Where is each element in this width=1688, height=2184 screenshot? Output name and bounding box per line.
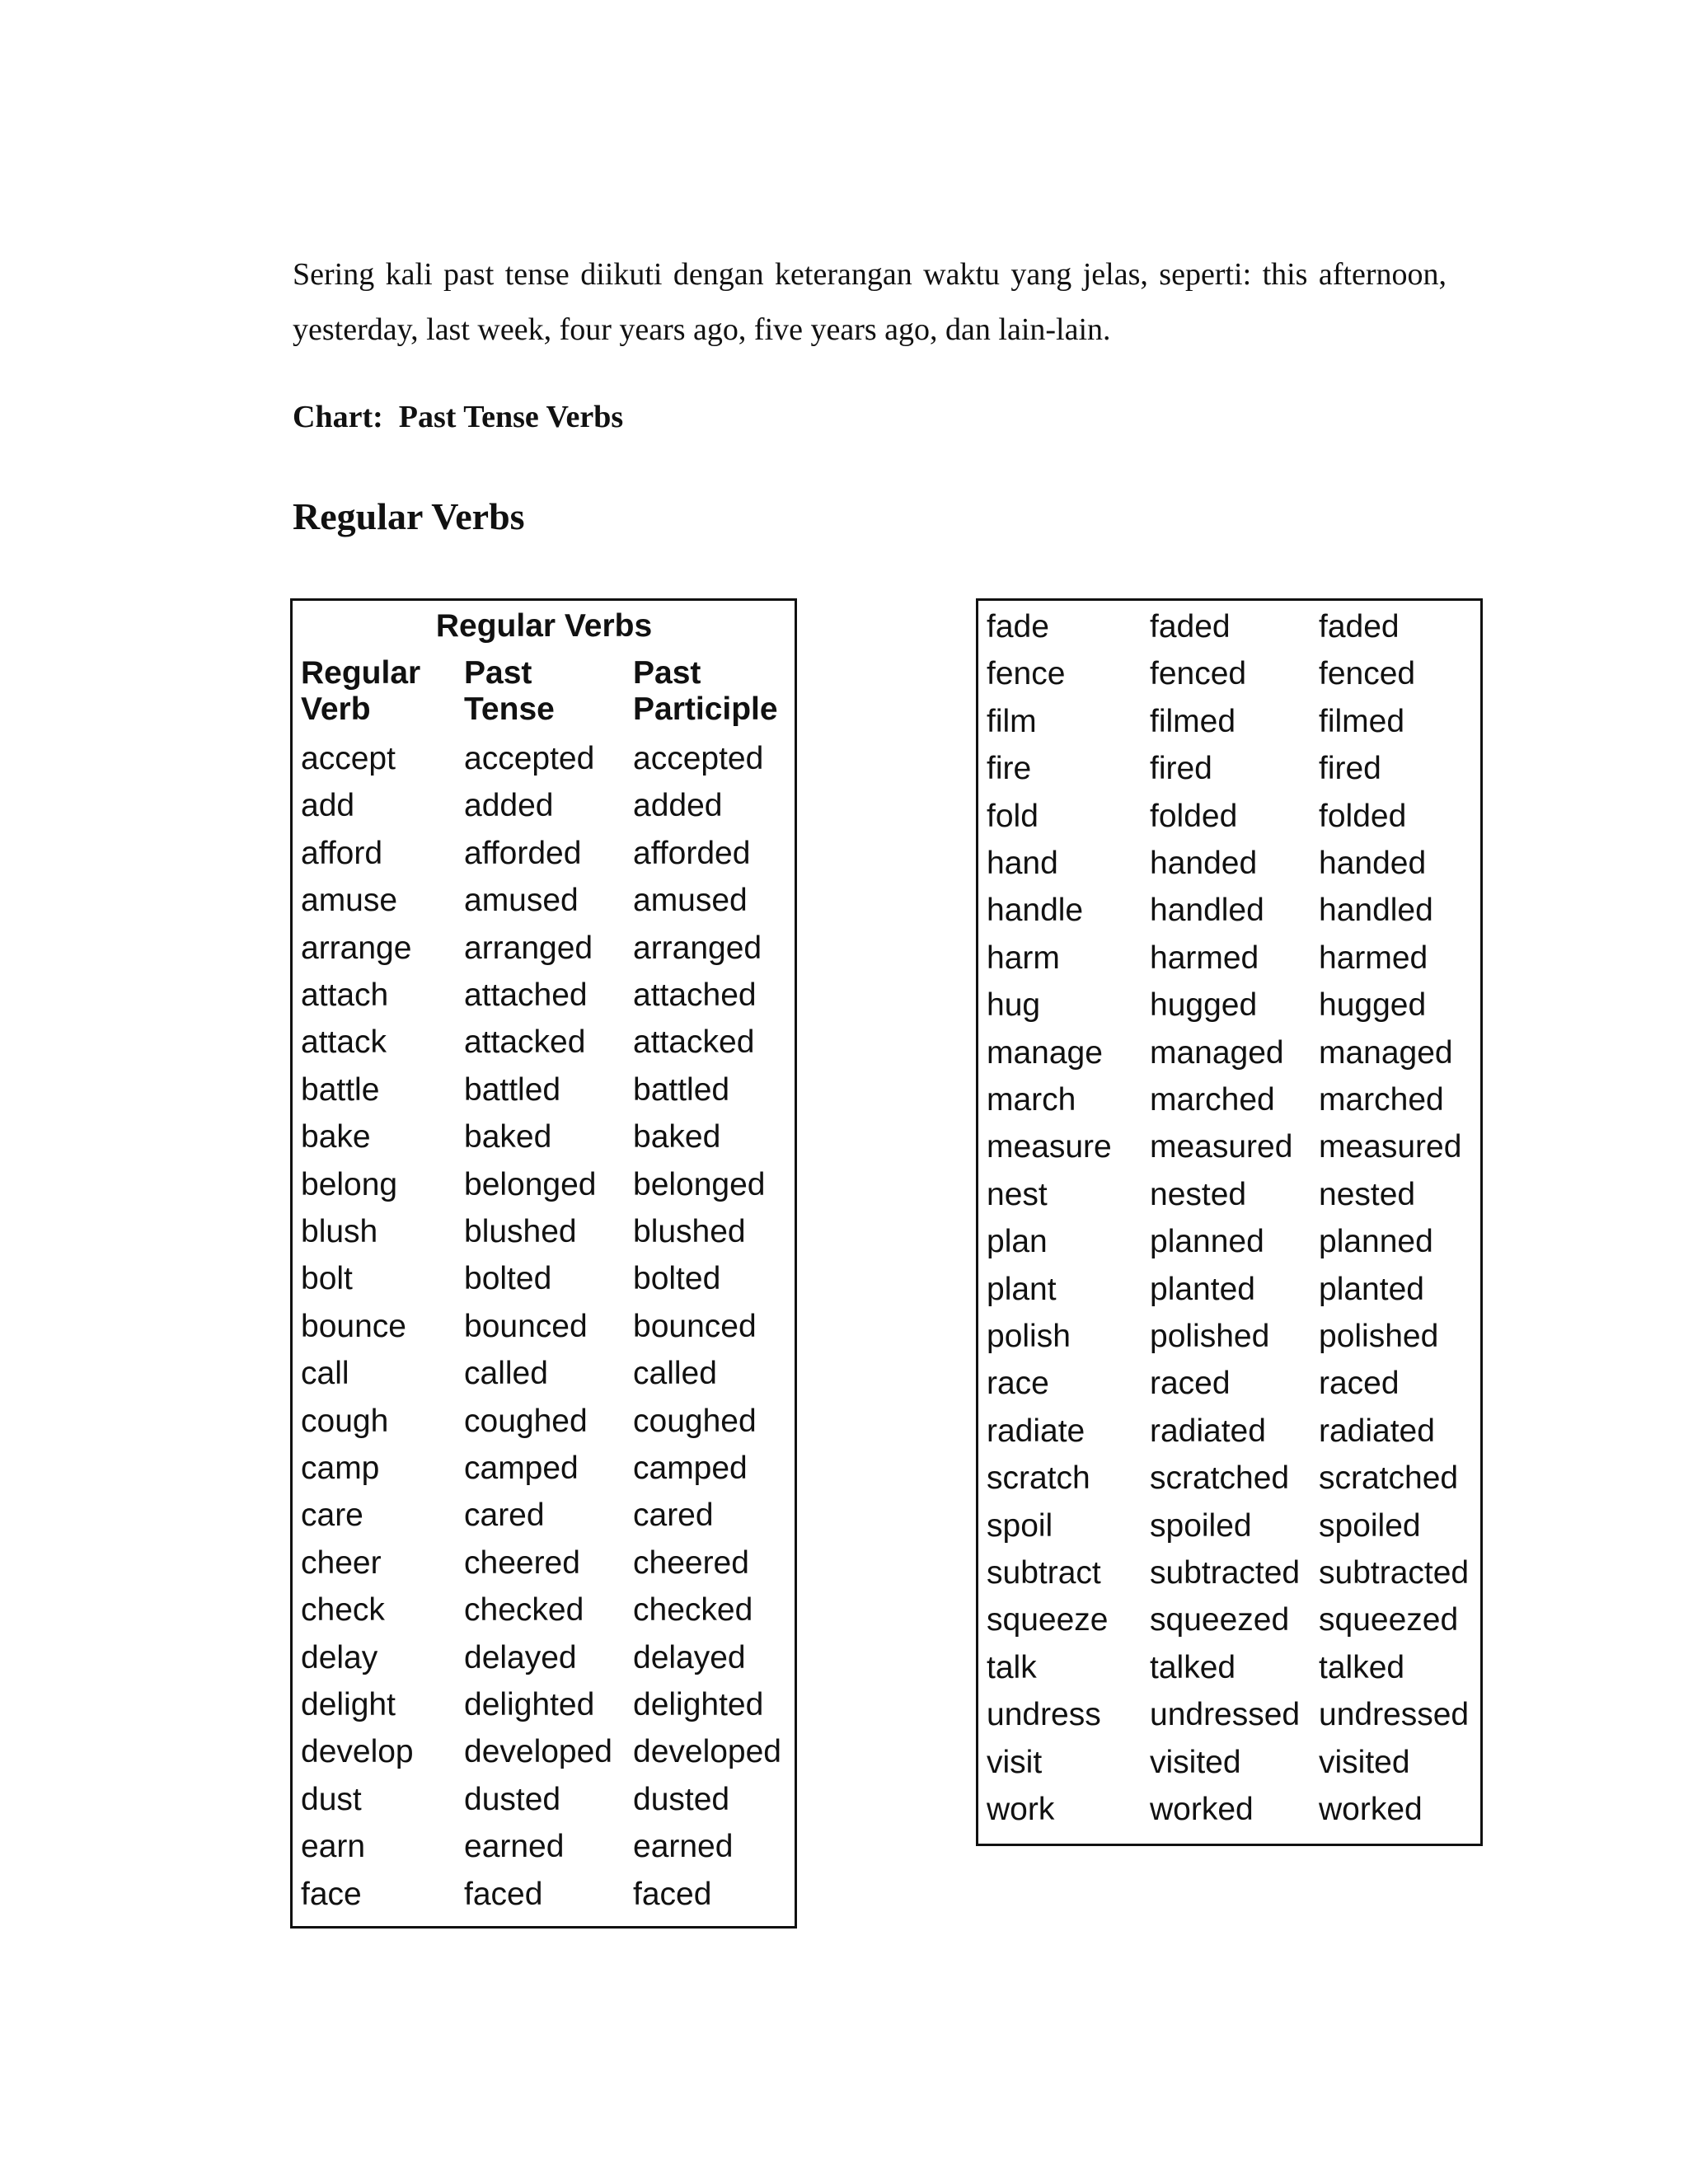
table-row bbox=[978, 1029, 1480, 1076]
column-header-regular-verb bbox=[301, 655, 420, 728]
table-row bbox=[293, 1208, 795, 1255]
base-verb-cell: delay bbox=[301, 1639, 378, 1675]
table-row bbox=[978, 982, 1480, 1029]
table-row bbox=[293, 1681, 795, 1728]
table-row bbox=[978, 1313, 1480, 1360]
table-row bbox=[293, 1350, 795, 1397]
table-row bbox=[293, 782, 795, 829]
table-row bbox=[293, 1113, 795, 1160]
column-header-line: Participle bbox=[633, 691, 778, 727]
past-participle-cell: subtracted bbox=[1319, 1555, 1470, 1591]
base-verb-cell: manage bbox=[987, 1034, 1103, 1071]
base-verb-cell: bolt bbox=[301, 1261, 353, 1297]
table-row bbox=[293, 1776, 795, 1823]
past-tense-cell: bounced bbox=[464, 1308, 588, 1344]
past-participle-cell: raced bbox=[1319, 1366, 1400, 1402]
past-participle-cell: handed bbox=[1319, 846, 1427, 881]
past-participle-cell: camped bbox=[633, 1451, 748, 1486]
table-row bbox=[978, 1549, 1480, 1596]
base-verb-cell: bounce bbox=[301, 1308, 406, 1344]
base-verb-cell: fade bbox=[987, 609, 1049, 644]
base-verb-cell: work bbox=[987, 1792, 1055, 1827]
past-participle-cell: added bbox=[633, 788, 723, 824]
past-participle-cell: coughed bbox=[633, 1403, 757, 1439]
base-verb-cell: fold bbox=[987, 798, 1039, 834]
past-tense-cell: subtracted bbox=[1150, 1555, 1301, 1591]
past-participle-cell: afforded bbox=[633, 835, 751, 871]
past-tense-cell: scratched bbox=[1150, 1460, 1290, 1497]
past-tense-cell: managed bbox=[1150, 1034, 1284, 1071]
base-verb-cell: hand bbox=[987, 846, 1058, 881]
past-participle-cell: attached bbox=[633, 977, 757, 1013]
base-verb-cell: amuse bbox=[301, 883, 398, 919]
past-tense-cell: spoiled bbox=[1150, 1507, 1252, 1544]
past-tense-cell: folded bbox=[1150, 798, 1238, 834]
table-row bbox=[293, 1728, 795, 1775]
base-verb-cell: afford bbox=[301, 835, 383, 871]
base-verb-cell: squeeze bbox=[987, 1602, 1109, 1638]
past-tense-cell: cared bbox=[464, 1497, 545, 1534]
past-tense-cell: fired bbox=[1150, 751, 1212, 787]
base-verb-cell: bake bbox=[301, 1119, 371, 1155]
base-verb-cell: polish bbox=[987, 1319, 1071, 1354]
past-participle-cell: baked bbox=[633, 1119, 721, 1155]
past-tense-cell: added bbox=[464, 788, 554, 824]
past-tense-cell: baked bbox=[464, 1119, 552, 1155]
past-participle-cell: planned bbox=[1319, 1224, 1433, 1260]
table-row bbox=[293, 925, 795, 972]
past-tense-cell: arranged bbox=[464, 930, 593, 966]
past-participle-cell: handled bbox=[1319, 893, 1433, 929]
base-verb-cell: fire bbox=[987, 751, 1032, 787]
past-tense-cell: dusted bbox=[464, 1781, 561, 1817]
column-header-line: Regular bbox=[301, 655, 421, 691]
past-participle-cell: dusted bbox=[633, 1781, 730, 1817]
past-participle-cell: squeezed bbox=[1319, 1602, 1459, 1638]
column-header-past-participle bbox=[633, 655, 778, 728]
past-participle-cell: fired bbox=[1319, 751, 1381, 787]
past-tense-cell: radiated bbox=[1150, 1413, 1266, 1449]
table-row bbox=[978, 1596, 1480, 1643]
past-participle-cell: folded bbox=[1319, 798, 1407, 834]
past-tense-cell: coughed bbox=[464, 1403, 588, 1439]
table-row bbox=[978, 1644, 1480, 1691]
table-row bbox=[978, 840, 1480, 887]
past-participle-cell: cheered bbox=[633, 1544, 749, 1581]
past-participle-cell: marched bbox=[1319, 1082, 1444, 1118]
table-row bbox=[978, 1691, 1480, 1738]
past-participle-cell: worked bbox=[1319, 1792, 1423, 1827]
past-participle-cell: cared bbox=[633, 1497, 714, 1534]
table-row bbox=[978, 887, 1480, 934]
section-heading: Regular Verbs bbox=[293, 495, 525, 537]
base-verb-cell: call bbox=[301, 1356, 349, 1392]
column-header-line: Verb bbox=[301, 691, 371, 727]
past-participle-cell: accepted bbox=[633, 741, 764, 776]
past-participle-cell: talked bbox=[1319, 1649, 1405, 1685]
chart-label: Chart: Past Tense Verbs bbox=[293, 400, 624, 434]
past-tense-cell: planned bbox=[1150, 1224, 1264, 1260]
past-tense-cell: accepted bbox=[464, 741, 595, 776]
past-tense-cell: delighted bbox=[464, 1687, 595, 1722]
table-row bbox=[293, 1540, 795, 1586]
table-row bbox=[978, 793, 1480, 840]
table-row bbox=[293, 1634, 795, 1681]
base-verb-cell: attack bbox=[301, 1024, 387, 1061]
past-participle-cell: attacked bbox=[633, 1024, 755, 1061]
past-tense-cell: earned bbox=[464, 1829, 565, 1865]
past-participle-cell: called bbox=[633, 1356, 717, 1392]
table-row bbox=[293, 1823, 795, 1870]
base-verb-cell: accept bbox=[301, 741, 396, 776]
past-tense-cell: bolted bbox=[464, 1261, 552, 1297]
past-participle-cell: checked bbox=[633, 1592, 753, 1629]
table-row bbox=[293, 1161, 795, 1208]
column-header-line: Past bbox=[633, 655, 701, 691]
table-row bbox=[293, 1492, 795, 1539]
past-participle-cell: undressed bbox=[1319, 1697, 1470, 1733]
table-row bbox=[293, 1255, 795, 1302]
table-row bbox=[978, 1502, 1480, 1549]
base-verb-cell: arrange bbox=[301, 930, 412, 966]
past-tense-cell: camped bbox=[464, 1451, 579, 1486]
past-participle-cell: blushed bbox=[633, 1214, 746, 1249]
table-row bbox=[293, 877, 795, 924]
past-tense-cell: talked bbox=[1150, 1649, 1236, 1685]
past-participle-cell: spoiled bbox=[1319, 1507, 1421, 1544]
table-row bbox=[293, 1586, 795, 1633]
table-row bbox=[978, 698, 1480, 745]
table-row bbox=[978, 1786, 1480, 1833]
base-verb-cell: talk bbox=[987, 1649, 1037, 1685]
table-row bbox=[293, 735, 795, 782]
base-verb-cell: plan bbox=[987, 1224, 1048, 1260]
base-verb-cell: camp bbox=[301, 1451, 380, 1486]
past-tense-cell: attacked bbox=[464, 1024, 586, 1061]
base-verb-cell: harm bbox=[987, 940, 1060, 976]
table-row bbox=[293, 830, 795, 877]
past-participle-cell: scratched bbox=[1319, 1460, 1459, 1497]
past-participle-cell: belonged bbox=[633, 1166, 766, 1202]
base-verb-cell: delight bbox=[301, 1687, 396, 1722]
column-header-line: Tense bbox=[464, 691, 555, 727]
past-tense-cell: amused bbox=[464, 883, 579, 919]
past-tense-cell: hugged bbox=[1150, 987, 1258, 1024]
base-verb-cell: visit bbox=[987, 1744, 1043, 1780]
base-verb-cell: add bbox=[301, 788, 355, 824]
base-verb-cell: develop bbox=[301, 1734, 414, 1770]
past-participle-cell: delayed bbox=[633, 1639, 746, 1675]
table-row bbox=[978, 1123, 1480, 1170]
past-tense-cell: delayed bbox=[464, 1639, 577, 1675]
past-participle-cell: battled bbox=[633, 1071, 730, 1108]
past-participle-cell: planted bbox=[1319, 1271, 1424, 1307]
base-verb-cell: face bbox=[301, 1876, 362, 1912]
past-tense-cell: attached bbox=[464, 977, 588, 1013]
table-row bbox=[293, 1066, 795, 1113]
base-verb-cell: undress bbox=[987, 1697, 1101, 1733]
past-tense-cell: squeezed bbox=[1150, 1602, 1290, 1638]
table-row bbox=[293, 1019, 795, 1066]
past-tense-cell: measured bbox=[1150, 1129, 1293, 1165]
base-verb-cell: blush bbox=[301, 1214, 378, 1249]
table-row bbox=[978, 745, 1480, 792]
past-participle-cell: bounced bbox=[633, 1308, 757, 1344]
table-row bbox=[978, 1266, 1480, 1313]
base-verb-cell: check bbox=[301, 1592, 385, 1629]
past-tense-cell: handed bbox=[1150, 846, 1258, 881]
past-tense-cell: nested bbox=[1150, 1176, 1247, 1212]
base-verb-cell: plant bbox=[987, 1271, 1057, 1307]
base-verb-cell: handle bbox=[987, 893, 1084, 929]
past-participle-cell: arranged bbox=[633, 930, 762, 966]
base-verb-cell: spoil bbox=[987, 1507, 1053, 1544]
past-participle-cell: earned bbox=[633, 1829, 734, 1865]
table-row bbox=[978, 1171, 1480, 1218]
past-participle-cell: radiated bbox=[1319, 1413, 1435, 1449]
past-tense-cell: marched bbox=[1150, 1082, 1275, 1118]
past-tense-cell: handled bbox=[1150, 893, 1264, 929]
past-tense-cell: visited bbox=[1150, 1744, 1241, 1780]
past-tense-cell: worked bbox=[1150, 1792, 1254, 1827]
past-participle-cell: delighted bbox=[633, 1687, 764, 1722]
past-tense-cell: afforded bbox=[464, 835, 582, 871]
table-row bbox=[978, 603, 1480, 650]
past-participle-cell: faced bbox=[633, 1876, 712, 1912]
base-verb-cell: earn bbox=[301, 1829, 366, 1865]
past-participle-cell: nested bbox=[1319, 1176, 1416, 1212]
base-verb-cell: film bbox=[987, 703, 1037, 739]
table-row bbox=[978, 1218, 1480, 1265]
table-title: Regular Verbs bbox=[435, 608, 653, 644]
base-verb-cell: cheer bbox=[301, 1544, 382, 1581]
table-row bbox=[293, 972, 795, 1019]
past-participle-cell: bolted bbox=[633, 1261, 721, 1297]
past-tense-cell: planted bbox=[1150, 1271, 1255, 1307]
past-participle-cell: amused bbox=[633, 883, 748, 919]
past-participle-cell: hugged bbox=[1319, 987, 1427, 1024]
past-participle-cell: measured bbox=[1319, 1129, 1462, 1165]
base-verb-cell: hug bbox=[987, 987, 1041, 1024]
base-verb-cell: march bbox=[987, 1082, 1076, 1118]
past-tense-cell: faded bbox=[1150, 609, 1231, 644]
table-row bbox=[978, 935, 1480, 982]
past-participle-cell: faded bbox=[1319, 609, 1400, 644]
table-row bbox=[978, 1076, 1480, 1123]
base-verb-cell: scratch bbox=[987, 1460, 1090, 1497]
past-tense-cell: filmed bbox=[1150, 703, 1236, 739]
column-header-past-tense bbox=[464, 655, 555, 728]
table-row bbox=[978, 1739, 1480, 1786]
base-verb-cell: attach bbox=[301, 977, 389, 1013]
past-tense-cell: called bbox=[464, 1356, 548, 1392]
past-participle-cell: visited bbox=[1319, 1744, 1410, 1780]
table-row bbox=[293, 1398, 795, 1445]
past-participle-cell: managed bbox=[1319, 1034, 1453, 1071]
past-tense-cell: faced bbox=[464, 1876, 543, 1912]
past-tense-cell: cheered bbox=[464, 1544, 580, 1581]
base-verb-cell: belong bbox=[301, 1166, 398, 1202]
table-row bbox=[978, 1455, 1480, 1502]
base-verb-cell: subtract bbox=[987, 1555, 1101, 1591]
base-verb-cell: fence bbox=[987, 656, 1066, 692]
past-participle-cell: polished bbox=[1319, 1319, 1439, 1354]
past-tense-cell: harmed bbox=[1150, 940, 1259, 976]
base-verb-cell: cough bbox=[301, 1403, 389, 1439]
past-tense-cell: fenced bbox=[1150, 656, 1247, 692]
past-participle-cell: harmed bbox=[1319, 940, 1428, 976]
past-participle-cell: fenced bbox=[1319, 656, 1416, 692]
past-participle-cell: filmed bbox=[1319, 703, 1405, 739]
regular-verbs-table-left bbox=[290, 598, 797, 1929]
base-verb-cell: battle bbox=[301, 1071, 380, 1108]
table-row bbox=[978, 1360, 1480, 1407]
past-participle-cell: developed bbox=[633, 1734, 781, 1770]
past-tense-cell: developed bbox=[464, 1734, 612, 1770]
past-tense-cell: belonged bbox=[464, 1166, 597, 1202]
base-verb-cell: radiate bbox=[987, 1413, 1085, 1449]
table-row bbox=[293, 1871, 795, 1918]
past-tense-cell: undressed bbox=[1150, 1697, 1301, 1733]
table-row bbox=[978, 1408, 1480, 1455]
base-verb-cell: care bbox=[301, 1497, 363, 1534]
intro-paragraph: Sering kali past tense diikuti dengan keterangan waktu yang jelas, seperti: this afternoon, yesterday, last week, four years ago, five years ago, dan lain-lain. bbox=[293, 257, 1447, 347]
past-tense-cell: battled bbox=[464, 1071, 561, 1108]
past-tense-cell: blushed bbox=[464, 1214, 577, 1249]
table-row bbox=[293, 1303, 795, 1350]
past-tense-cell: raced bbox=[1150, 1366, 1231, 1402]
column-header-line: Past bbox=[464, 655, 532, 691]
past-tense-cell: polished bbox=[1150, 1319, 1270, 1354]
base-verb-cell: nest bbox=[987, 1176, 1048, 1212]
regular-verbs-table-right bbox=[976, 598, 1483, 1846]
table-row bbox=[978, 650, 1480, 697]
past-tense-cell: checked bbox=[464, 1592, 584, 1629]
base-verb-cell: dust bbox=[301, 1781, 362, 1817]
base-verb-cell: race bbox=[987, 1366, 1049, 1402]
table-row bbox=[293, 1445, 795, 1492]
base-verb-cell: measure bbox=[987, 1129, 1112, 1165]
